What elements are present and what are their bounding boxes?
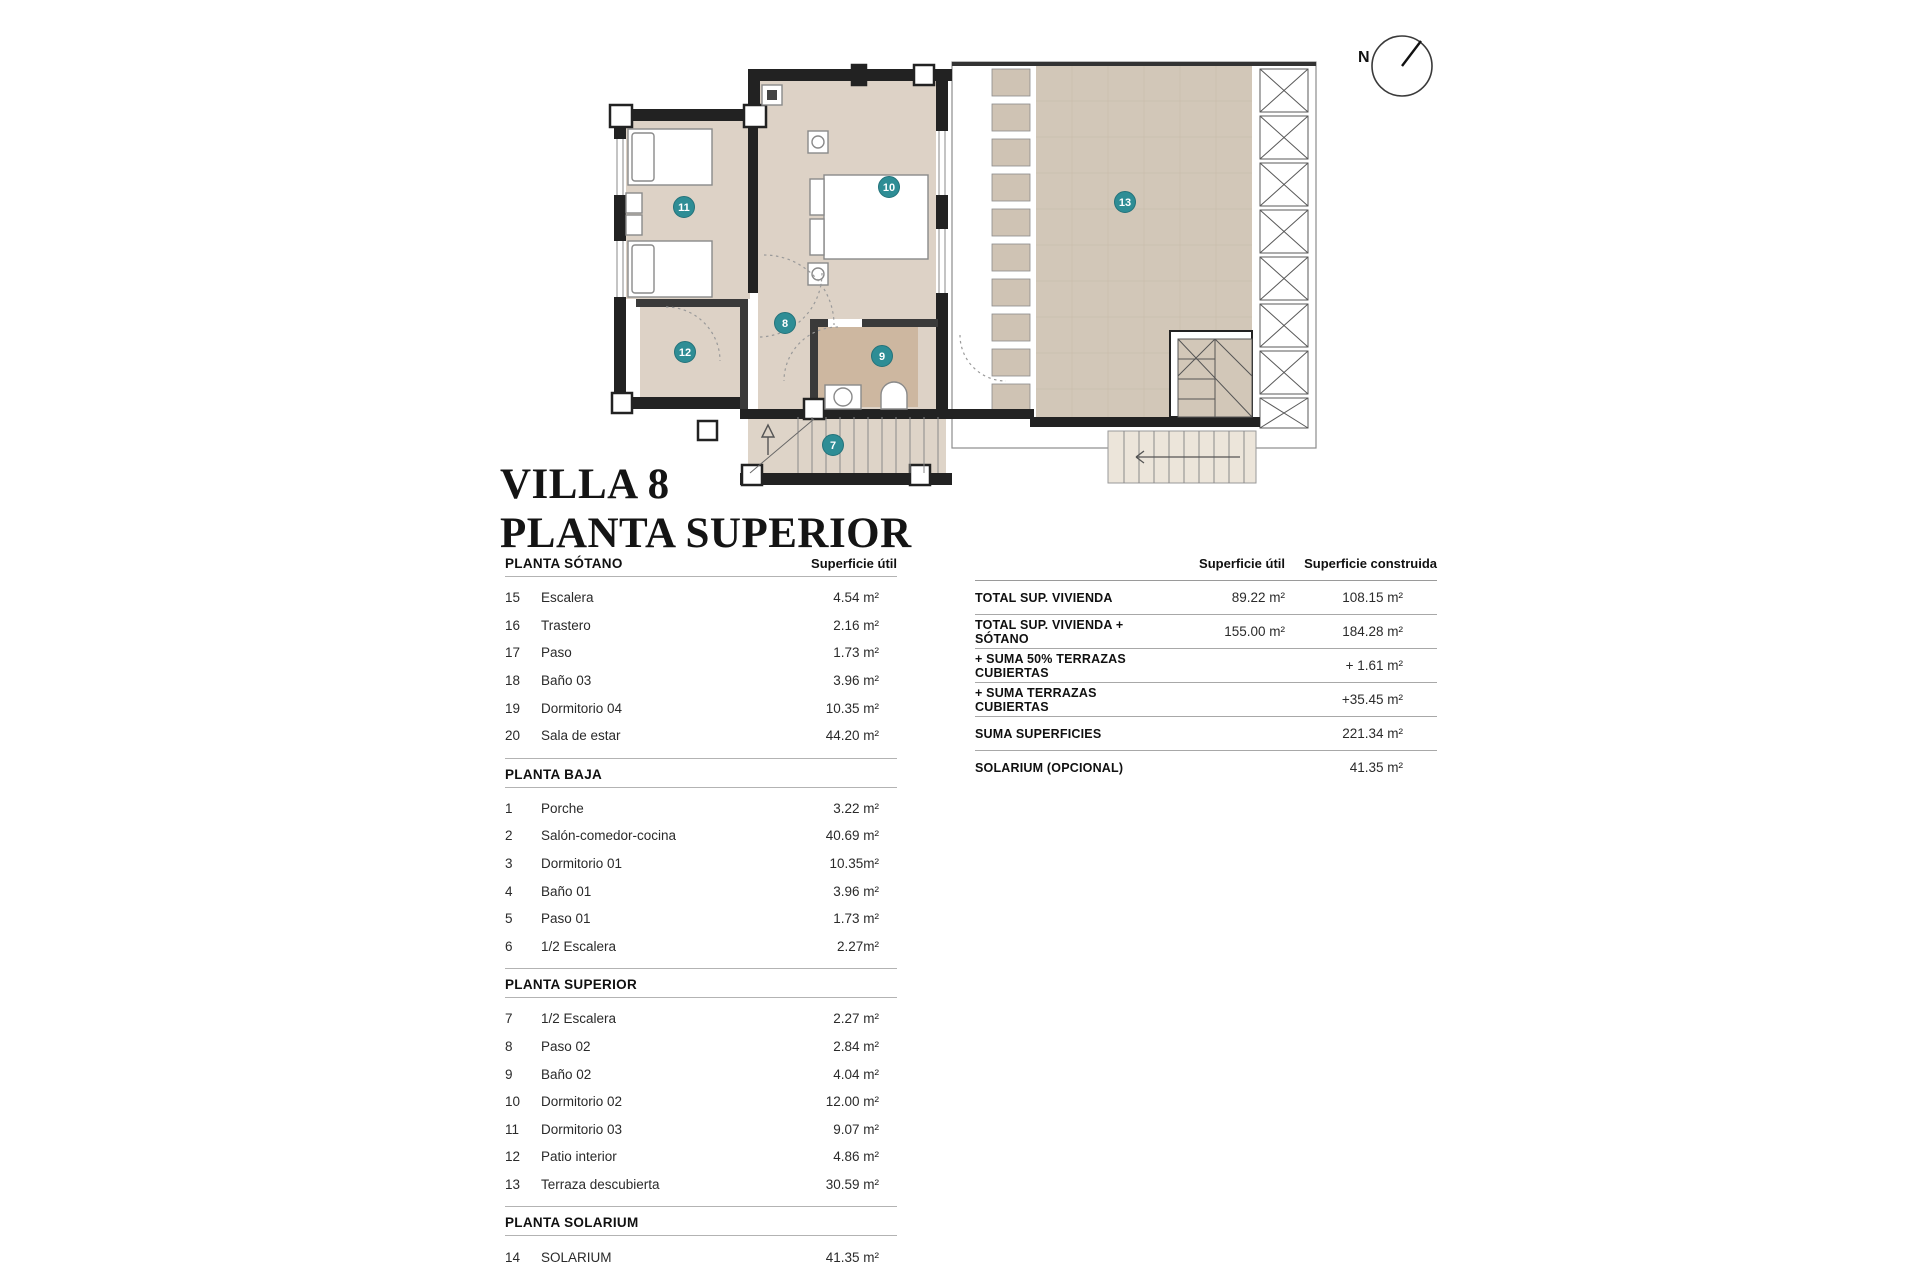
room-number: 20	[505, 728, 521, 744]
title-line-1: VILLA 8	[500, 461, 670, 508]
room-name: Salón-comedor-cocina	[541, 828, 677, 844]
room-number: 10	[505, 1094, 521, 1110]
table-row	[505, 1243, 897, 1271]
table-row	[505, 1143, 897, 1171]
room-badge	[775, 313, 796, 334]
room-badge-number: 13	[1118, 197, 1132, 209]
area-section	[505, 556, 897, 758]
table-row	[505, 877, 897, 905]
table-row	[505, 1116, 897, 1144]
room-name: Patio interior	[541, 1149, 617, 1165]
summary-row	[975, 683, 1437, 717]
table-row	[505, 822, 897, 850]
room-name: 1/2 Escalera	[541, 1011, 617, 1027]
summary-label: SUMA SUPERFICIES	[975, 726, 1102, 741]
summary-label: TOTAL SUP. VIVIENDA	[975, 590, 1113, 605]
room-area: 2.84 m²	[833, 1039, 879, 1055]
room-number: 9	[505, 1066, 513, 1082]
section-rows	[505, 1236, 897, 1279]
room-name: Sala de estar	[541, 728, 621, 744]
room-area: 3.96 m²	[833, 883, 879, 899]
summary-row	[975, 717, 1437, 751]
table-row	[505, 694, 897, 722]
room-badge-number: 11	[678, 202, 690, 214]
room-number: 8	[505, 1039, 513, 1055]
room-name: Porche	[541, 800, 584, 816]
room-number: 18	[505, 673, 521, 689]
areas-table	[505, 556, 897, 1279]
summary-label: + SUMA TERRAZAS CUBIERTAS	[975, 685, 1097, 714]
room-area: 3.96 m²	[833, 673, 879, 689]
room-area: 2.16 m²	[833, 617, 879, 633]
area-column-header: Superficie útil	[811, 556, 897, 571]
page-title	[500, 460, 912, 558]
room-name: Escalera	[541, 590, 594, 606]
room-number: 2	[505, 828, 513, 844]
room-number: 11	[505, 1121, 520, 1137]
room-number: 5	[505, 911, 513, 927]
room-badge-number: 10	[882, 182, 896, 194]
room-area: 3.22 m²	[833, 800, 879, 816]
room-area: 2.27m²	[836, 938, 879, 954]
nightstand	[808, 263, 828, 285]
table-row	[505, 1033, 897, 1061]
x-brace-louvres	[1260, 69, 1308, 428]
summary-col1-header: Superficie útil	[1199, 556, 1285, 571]
summary-row	[975, 581, 1437, 615]
summary-row	[975, 751, 1437, 784]
summary-col2-header: Superficie construida	[1304, 556, 1437, 571]
room-number: 13	[505, 1176, 521, 1192]
room-badge	[823, 435, 844, 456]
room-area: 30.59 m²	[825, 1176, 879, 1192]
room-badge-number: 12	[678, 347, 692, 359]
section-title: PLANTA SUPERIOR	[505, 977, 638, 993]
summary-construida-value: +35.45 m²	[1341, 692, 1403, 707]
area-section	[505, 968, 897, 1206]
room-number: 6	[505, 938, 513, 954]
title-line-2: PLANTA SUPERIOR	[500, 510, 912, 557]
room-area: 1.73 m²	[833, 911, 879, 927]
room-number: 12	[505, 1149, 521, 1165]
summary-construida-value: + 1.61 m²	[1345, 658, 1403, 673]
summary-label: TOTAL SUP. VIVIENDA + SÓTANO	[975, 617, 1124, 646]
room-badge	[675, 342, 696, 363]
summary-label: SOLARIUM (OPCIONAL)	[975, 760, 1124, 775]
summary-construida-value: 184.28 m²	[1342, 624, 1403, 639]
table-row	[505, 584, 897, 612]
table-row	[505, 1088, 897, 1116]
room-badge	[674, 197, 695, 218]
room-number: 15	[505, 590, 521, 606]
room-name: Dormitorio 01	[541, 856, 623, 872]
table-row	[505, 612, 897, 640]
compass-icon	[1336, 14, 1466, 118]
room-badge-number: 9	[878, 351, 886, 363]
table-row	[505, 667, 897, 695]
room-area: 12.00 m²	[825, 1094, 879, 1110]
room-area: 4.04 m²	[833, 1066, 879, 1082]
room-area: 44.20 m²	[825, 728, 879, 744]
section-header	[505, 968, 897, 998]
summary-row	[975, 615, 1437, 649]
table-row	[505, 905, 897, 933]
room-name: Baño 03	[541, 673, 592, 689]
table-row	[505, 1171, 897, 1199]
room-name: Terraza descubierta	[541, 1176, 660, 1192]
room-name: Dormitorio 03	[541, 1121, 623, 1137]
compass-north-label: N	[1358, 49, 1370, 66]
room-area: 41.35 m²	[825, 1249, 879, 1265]
summary-label: + SUMA 50% TERRAZAS CUBIERTAS	[975, 651, 1126, 680]
summary-header-row	[975, 556, 1437, 581]
summary-construida-value: 221.34 m²	[1342, 726, 1403, 741]
room-name: Paso	[541, 645, 572, 661]
area-section	[505, 1206, 897, 1279]
nightstand	[626, 193, 642, 213]
room-area: 40.69 m²	[825, 828, 879, 844]
table-row	[505, 795, 897, 823]
summary-row	[975, 649, 1437, 683]
room-number: 14	[505, 1249, 521, 1265]
room-name: Dormitorio 02	[541, 1094, 623, 1110]
room-number: 3	[505, 856, 513, 872]
section-rows	[505, 577, 897, 758]
table-row	[505, 639, 897, 667]
pergola-slats	[992, 69, 1030, 411]
room-area: 1.73 m²	[833, 645, 879, 661]
summary-table	[975, 556, 1437, 784]
room-name: Baño 02	[541, 1066, 592, 1082]
section-title: PLANTA BAJA	[505, 766, 603, 782]
bed-double	[824, 175, 928, 259]
room-badge-number: 7	[829, 440, 837, 452]
room-badge	[1115, 192, 1136, 213]
toilet	[881, 382, 907, 409]
room-name: Trastero	[541, 617, 591, 633]
room-area: 10.35 m²	[825, 700, 879, 716]
section-rows	[505, 998, 897, 1206]
nightstand	[626, 215, 642, 235]
summary-construida-value: 108.15 m²	[1342, 590, 1403, 605]
room-badge	[879, 177, 900, 198]
area-section	[505, 758, 897, 969]
room-area: 2.27 m²	[833, 1011, 879, 1027]
section-header	[505, 1206, 897, 1236]
room-area: 4.86 m²	[833, 1149, 879, 1165]
room-number: 1	[505, 800, 513, 816]
room-name: Dormitorio 04	[541, 700, 623, 716]
room-name: Paso 02	[541, 1039, 591, 1055]
room-number: 7	[505, 1011, 513, 1027]
section-title: PLANTA SÓTANO	[505, 556, 623, 571]
room-name: SOLARIUM	[541, 1249, 612, 1265]
room-area: 4.54 m²	[833, 590, 879, 606]
floor-plan	[600, 35, 1320, 505]
room-name: 1/2 Escalera	[541, 938, 617, 954]
room-badge	[872, 346, 893, 367]
section-title: PLANTA SOLARIUM	[505, 1215, 639, 1231]
staircase-exterior	[1108, 431, 1256, 483]
summary-util-value: 155.00 m²	[1224, 624, 1285, 639]
room-number: 17	[505, 645, 521, 661]
table-row	[505, 1060, 897, 1088]
room-badge-number: 8	[781, 318, 789, 330]
table-row	[505, 722, 897, 750]
summary-construida-value: 41.35 m²	[1349, 760, 1403, 775]
room-name: Paso 01	[541, 911, 591, 927]
room-number: 19	[505, 700, 521, 716]
section-header	[505, 758, 897, 788]
table-row	[505, 1005, 897, 1033]
summary-util-value: 89.22 m²	[1231, 590, 1285, 605]
room-area: 10.35m²	[829, 856, 879, 872]
room-number: 4	[505, 883, 513, 899]
room-number: 16	[505, 617, 521, 633]
table-row	[505, 850, 897, 878]
nightstand	[808, 131, 828, 153]
room-area: 9.07 m²	[833, 1121, 879, 1137]
summary-rows	[975, 581, 1437, 784]
room-name: Baño 01	[541, 883, 592, 899]
table-row	[505, 933, 897, 961]
section-header	[505, 556, 897, 577]
section-rows	[505, 788, 897, 969]
staircase-terrace	[1170, 331, 1252, 417]
